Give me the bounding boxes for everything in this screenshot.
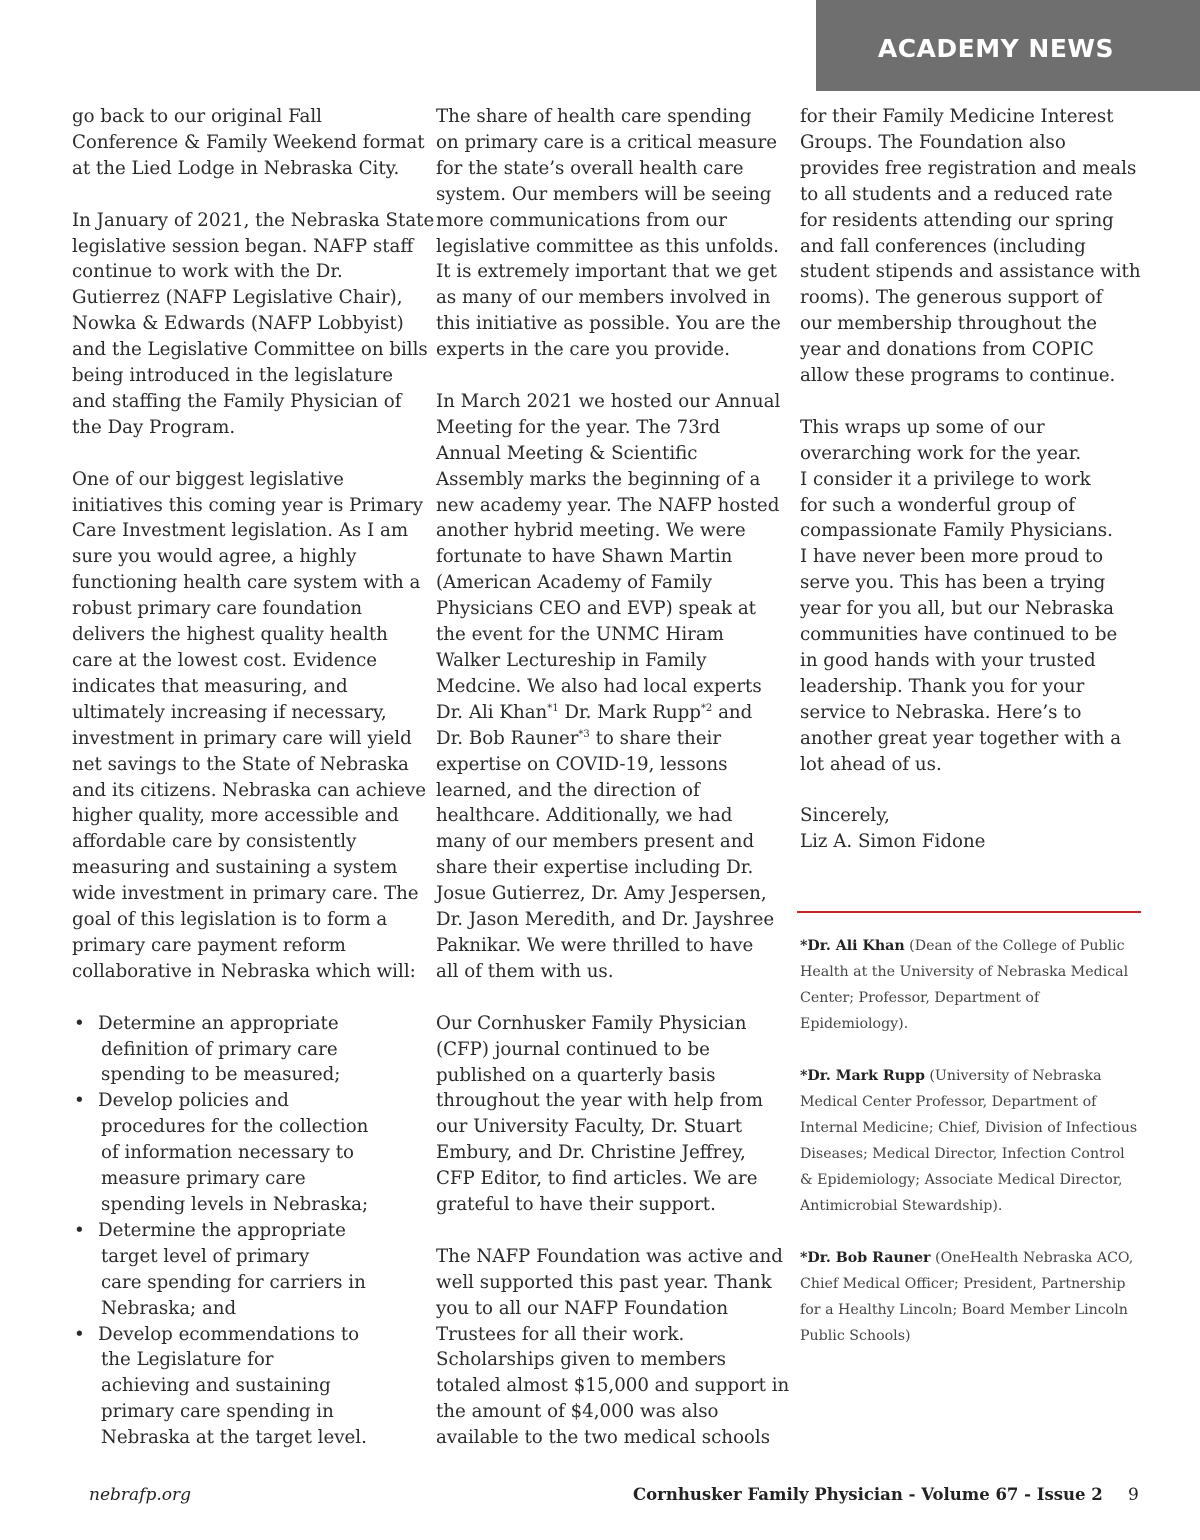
text-line: • Develop policies and bbox=[98, 1090, 289, 1112]
text-line: experts in the care you provide. bbox=[436, 339, 730, 361]
text-line: indicates that measuring, and bbox=[72, 675, 348, 697]
text-line: totaled almost $15,000 and support in bbox=[436, 1375, 790, 1397]
text-line: • Determine an appropriate bbox=[98, 1012, 339, 1034]
paragraph-lines bbox=[436, 752, 776, 985]
text-line: care spending for carriers in bbox=[101, 1271, 366, 1293]
text-line: healthcare. Additionally, we had bbox=[436, 805, 733, 827]
text-line: lot ahead of us. bbox=[800, 753, 942, 775]
text-line: communities have continued to be bbox=[800, 624, 1118, 646]
text-line: student stipends and assistance with bbox=[800, 261, 1141, 283]
text-line: for the state’s overall health care bbox=[436, 157, 744, 179]
footnote: *Dr. Bob Rauner (OneHealth Nebraska ACO, Chief Medical Officer; President, Partnership for a Healthy Lincoln; Board Member Lincoln Public Schools) bbox=[800, 1250, 1134, 1344]
text-line: This wraps up some of our bbox=[800, 416, 1045, 438]
text-line: all of them with us. bbox=[436, 960, 614, 982]
text-line: Nebraska at the target level. bbox=[101, 1427, 367, 1449]
text-line: Paknikar. We were thrilled to have bbox=[436, 934, 754, 956]
list-item bbox=[72, 1088, 412, 1218]
text-line: allow these programs to continue. bbox=[800, 365, 1116, 387]
footnote-ref: *2 bbox=[700, 702, 713, 714]
text-line: and fall conferences (including bbox=[800, 235, 1086, 257]
footnote: *Dr. Mark Rupp (University of Nebraska Medical Center Professor, Department of Internal Medicine; Chief, Division of Infectious Diseases; Medical Director, Infection Control & Epidemiology; Associate Medical Director, Antimicrobial Stewardship). bbox=[800, 1068, 1138, 1214]
text-line: (American Academy of Family bbox=[436, 572, 712, 594]
text-line: in good hands with your trusted bbox=[800, 650, 1096, 672]
text-line: target level of primary bbox=[101, 1245, 310, 1267]
text-line: CFP Editor, to find articles. We are bbox=[436, 1168, 758, 1190]
text-line: and its citizens. Nebraska can achieve bbox=[72, 779, 427, 801]
text-line: Trustees for all their work. bbox=[436, 1323, 685, 1345]
text-line: fortunate to have Shawn Martin bbox=[436, 546, 733, 568]
text-line: published on a quarterly basis bbox=[436, 1064, 716, 1086]
text-line: Embury, and Dr. Christine Jeffrey, bbox=[436, 1142, 746, 1164]
text-line: Nebraska; and bbox=[101, 1297, 237, 1319]
text-line: higher quality, more accessible and bbox=[72, 805, 399, 827]
text-line: I have never been more proud to bbox=[800, 546, 1104, 568]
text-line: available to the two medical schools bbox=[436, 1427, 771, 1449]
list-item bbox=[72, 1011, 412, 1089]
text-line: year for you all, but our Nebraska bbox=[800, 598, 1114, 620]
paragraph-lines bbox=[436, 389, 781, 700]
text-line: our membership throughout the bbox=[800, 313, 1098, 335]
paragraph bbox=[800, 415, 1140, 778]
text-line: In January of 2021, the Nebraska State bbox=[72, 209, 435, 231]
footer-publication: Cornhusker Family Physician - Volume 67 - Issue 2 bbox=[633, 1485, 1103, 1504]
text-line: measuring and sustaining a system bbox=[72, 857, 398, 879]
text-line: for residents attending our spring bbox=[800, 209, 1114, 231]
paragraph bbox=[72, 467, 427, 985]
text-line: grateful to have their support. bbox=[436, 1194, 716, 1216]
author-signature: Liz A. Simon Fidone bbox=[800, 831, 986, 853]
footer-website: nebrafp.org bbox=[89, 1485, 191, 1505]
text-line: functioning health care system with a bbox=[72, 572, 421, 594]
text-line: the Day Program. bbox=[72, 416, 236, 438]
text-line: to all students and a reduced rate bbox=[800, 183, 1113, 205]
footnote-ref: *3 bbox=[578, 728, 590, 740]
footnote: *Dr. Ali Khan (Dean of the College of Public Health at the University of Nebraska Medical Center; Professor, Department of Epidemiology). bbox=[800, 938, 1129, 1032]
list-item bbox=[72, 1218, 412, 1322]
paragraph bbox=[72, 104, 425, 182]
text-line: another great year together with a bbox=[800, 727, 1122, 749]
text-line: • Determine the appropriate bbox=[98, 1219, 346, 1241]
legislation-goals-list bbox=[72, 1011, 412, 1451]
article-column-1 bbox=[72, 104, 435, 1451]
footnote-name: *Dr. Ali Khan bbox=[800, 938, 905, 954]
text-line: you to all our NAFP Foundation bbox=[436, 1297, 729, 1319]
footnotes bbox=[800, 933, 1140, 1375]
text-line: many of our members present and bbox=[436, 831, 755, 853]
paragraph-line: Dr. Ali Khan$^{*1}$ Dr. Mark Rupp$^{*2}$ and bbox=[436, 701, 753, 723]
closing: Sincerely, bbox=[800, 805, 890, 827]
text-line: investment in primary care will yield bbox=[72, 727, 412, 749]
text-line: provides free registration and meals bbox=[800, 157, 1137, 179]
text-line: rooms). The generous support of bbox=[800, 287, 1103, 309]
paragraph bbox=[436, 389, 781, 985]
text-line: on primary care is a critical measure bbox=[436, 131, 778, 153]
text-line: for such a wonderful group of bbox=[800, 494, 1075, 516]
text-line: throughout the year with help from bbox=[436, 1090, 763, 1112]
text-line: primary care spending in bbox=[101, 1401, 334, 1423]
text-line: and the Legislative Committee on bills bbox=[72, 339, 428, 361]
paragraph bbox=[72, 208, 435, 441]
text-line: Meeting for the year. The 73rd bbox=[436, 416, 721, 438]
text-line: system. Our members will be seeing bbox=[436, 183, 772, 205]
text-line: the amount of $4,000 was also bbox=[436, 1401, 719, 1423]
text-line: • Develop ecommendations to bbox=[98, 1323, 360, 1345]
paragraph-line: Dr. Bob Rauner$^{*3}$ to share their bbox=[436, 727, 722, 749]
text-line: at the Lied Lodge in Nebraska City. bbox=[72, 157, 400, 179]
text-line: Nowka & Edwards (NAFP Lobbyist) bbox=[72, 313, 404, 335]
text-line: of information necessary to bbox=[101, 1142, 354, 1164]
text-line: this initiative as possible. You are the bbox=[436, 313, 781, 335]
text-line: measure primary care bbox=[101, 1168, 306, 1190]
section-title: ACADEMY NEWS bbox=[877, 34, 1114, 63]
text-line: (CFP) journal continued to be bbox=[436, 1038, 710, 1060]
text-line: expertise on COVID-19, lessons bbox=[436, 753, 728, 775]
article-column-2 bbox=[436, 104, 790, 1477]
text-line: Physicians CEO and EVP) speak at bbox=[436, 598, 756, 620]
text-line: goal of this legislation is to form a bbox=[72, 909, 388, 931]
text-line: continue to work with the Dr. bbox=[72, 261, 343, 283]
section-header-band bbox=[816, 0, 1200, 91]
text-line: share their expertise including Dr. bbox=[436, 857, 754, 879]
text-line: spending levels in Nebraska; bbox=[101, 1194, 369, 1216]
footnote-name: *Dr. Bob Rauner bbox=[800, 1250, 931, 1266]
text-line: well supported this past year. Thank bbox=[436, 1271, 772, 1293]
text-line: In March 2021 we hosted our Annual bbox=[436, 390, 781, 412]
text-line: Assembly marks the beginning of a bbox=[436, 468, 761, 490]
text-line: compassionate Family Physicians. bbox=[800, 520, 1113, 542]
footnote-ref: *1 bbox=[547, 702, 559, 714]
text-line: Groups. The Foundation also bbox=[800, 131, 1066, 153]
text-line: I consider it a privilege to work bbox=[800, 468, 1091, 490]
paragraph bbox=[436, 1011, 776, 1218]
text-line: Annual Meeting & Scientific bbox=[436, 442, 698, 464]
text-line: initiatives this coming year is Primary bbox=[72, 494, 423, 516]
text-line: year and donations from COPIC bbox=[800, 339, 1094, 361]
text-line: Care Investment legislation. As I am bbox=[72, 520, 409, 542]
text-line: net savings to the State of Nebraska bbox=[72, 753, 409, 775]
text-line: Gutierrez (NAFP Legislative Chair), bbox=[72, 287, 403, 309]
paragraph bbox=[800, 104, 1140, 389]
text-line: It is extremely important that we get bbox=[436, 261, 777, 283]
text-line: serve you. This has been a trying bbox=[800, 572, 1106, 594]
text-line: The NAFP Foundation was active and bbox=[436, 1245, 783, 1267]
text-line: ultimately increasing if necessary, bbox=[72, 701, 387, 723]
text-line: primary care payment reform bbox=[72, 934, 346, 956]
text-line: spending to be measured; bbox=[101, 1064, 341, 1086]
text-line: procedures for the collection bbox=[101, 1116, 369, 1138]
text-line: learned, and the direction of bbox=[436, 779, 700, 801]
text-line: the event for the UNMC Hiram bbox=[436, 624, 724, 646]
text-line: Josue Gutierrez, Dr. Amy Jespersen, bbox=[436, 883, 767, 905]
text-line: another hybrid meeting. We were bbox=[436, 520, 746, 542]
text-line: overarching work for the year. bbox=[800, 442, 1082, 464]
article-column-3 bbox=[800, 104, 1140, 881]
text-line: Dr. Jason Meredith, and Dr. Jayshree bbox=[436, 909, 775, 931]
text-line: new academy year. The NAFP hosted bbox=[436, 494, 780, 516]
text-line: go back to our original Fall bbox=[72, 106, 322, 127]
text-line: collaborative in Nebraska which will: bbox=[72, 960, 416, 982]
text-line: service to Nebraska. Here’s to bbox=[800, 701, 1082, 723]
list-item bbox=[72, 1322, 412, 1452]
text-line: Our Cornhusker Family Physician bbox=[436, 1012, 747, 1034]
text-line: Scholarships given to members bbox=[436, 1349, 727, 1371]
page-number: 9 bbox=[1128, 1485, 1139, 1505]
text-line: robust primary care foundation bbox=[72, 598, 363, 620]
text-line: legislative session began. NAFP staff bbox=[72, 235, 414, 257]
text-line: sure you would agree, a highly bbox=[72, 546, 357, 568]
text-line: and staffing the Family Physician of bbox=[72, 390, 402, 412]
text-line: legislative committee as this unfolds. bbox=[436, 235, 779, 257]
text-line: being introduced in the legislature bbox=[72, 365, 393, 387]
text-line: affordable care by consistently bbox=[72, 831, 357, 853]
text-line: delivers the highest quality health bbox=[72, 624, 388, 646]
text-line: Medcine. We also had local experts bbox=[436, 675, 762, 697]
text-line: our University Faculty, Dr. Stuart bbox=[436, 1116, 743, 1138]
text-line: the Legislature for bbox=[101, 1349, 274, 1371]
text-line: Conference & Family Weekend format bbox=[72, 131, 425, 153]
text-line: leadership. Thank you for your bbox=[800, 675, 1085, 697]
text-line: for their Family Medicine Interest bbox=[800, 106, 1114, 127]
text-line: achieving and sustaining bbox=[101, 1375, 331, 1397]
paragraph bbox=[436, 1244, 790, 1451]
text-line: as many of our members involved in bbox=[436, 287, 771, 309]
text-line: care at the lowest cost. Evidence bbox=[72, 650, 378, 671]
paragraph bbox=[436, 104, 781, 363]
text-line: more communications from our bbox=[436, 209, 727, 231]
sign-off bbox=[800, 803, 1140, 855]
text-line: One of our biggest legislative bbox=[72, 468, 344, 490]
text-line: wide investment in primary care. The bbox=[72, 883, 419, 905]
text-line: definition of primary care bbox=[101, 1038, 338, 1060]
text-line: Walker Lectureship in Family bbox=[436, 650, 707, 672]
text-line: The share of health care spending bbox=[436, 106, 752, 127]
footnote-name: *Dr. Mark Rupp bbox=[800, 1068, 925, 1084]
footnote-divider bbox=[797, 911, 1141, 913]
